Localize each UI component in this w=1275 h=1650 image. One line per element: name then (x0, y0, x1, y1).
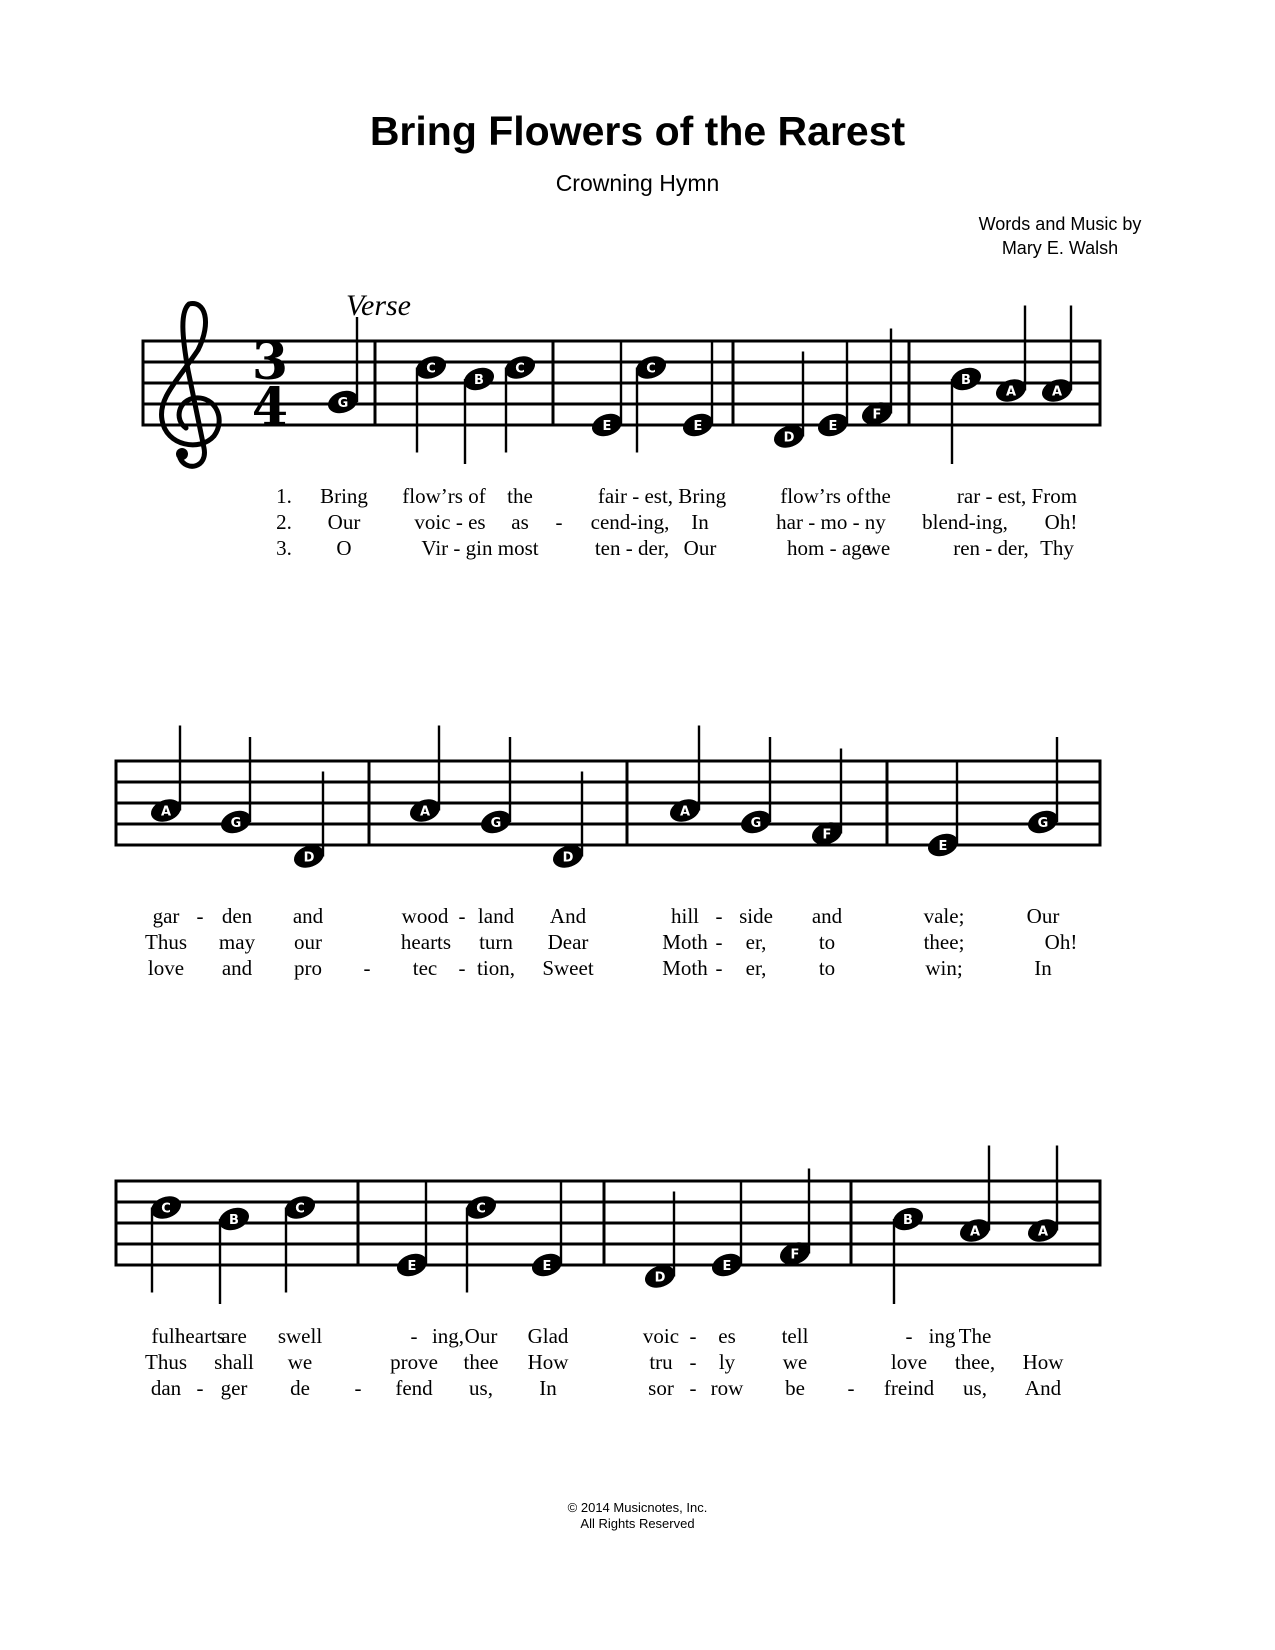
lyric-syllable: thee, (954, 1350, 996, 1374)
lyric-syllable: fend (395, 1376, 433, 1400)
note-letter: B (961, 373, 971, 388)
lyric-syllable: O (336, 536, 352, 560)
lyric-syllable: - (689, 1350, 697, 1374)
note-letter: A (1051, 384, 1063, 400)
lyric-syllable: er, (745, 930, 767, 954)
note-letter: G (1037, 816, 1049, 831)
lyric-syllable: fair - est, Bring (597, 484, 727, 508)
note-letter: G (337, 396, 349, 411)
lyric-syllable: dan (150, 1376, 182, 1400)
lyric-syllable: And (1024, 1376, 1062, 1400)
lyric-syllable: pro (294, 956, 322, 980)
lyric-syllable: to (818, 930, 836, 954)
lyric-syllable: har - mo - ny (776, 510, 886, 534)
lyric-syllable: ten - der, (594, 536, 670, 560)
lyric-syllable: de (290, 1376, 310, 1400)
lyric-syllable: den (221, 904, 253, 928)
note-letter: G (750, 816, 762, 831)
lyric-syllable: - (715, 956, 723, 980)
lyric-syllable: swell (277, 1324, 323, 1348)
lyric-syllable: flow’rs of (402, 484, 486, 508)
note-letter: A (419, 804, 431, 820)
note-letter: E (602, 419, 612, 434)
lyric-syllable: be (785, 1376, 805, 1400)
lyric-syllable: thee; (923, 930, 965, 954)
note-letter: D (783, 430, 795, 446)
note-letter: C (161, 1201, 171, 1217)
lyric-syllable: tell (781, 1324, 809, 1348)
lyric-syllable: voic - es (414, 510, 486, 534)
time-signature-numerator: 3 (251, 331, 289, 392)
lyric-syllable: wood (401, 904, 449, 928)
lyric-syllable: side (739, 904, 773, 928)
song-subtitle: Crowning Hymn (555, 170, 720, 196)
lyric-syllable: hearts (400, 930, 452, 954)
lyric-syllable: es (718, 1324, 736, 1348)
lyric-syllable: us, (469, 1376, 493, 1400)
lyric-syllable: turn (479, 930, 513, 954)
note-letter: F (822, 827, 832, 843)
lyric-syllable: Vir - gin most (421, 536, 539, 560)
lyric-syllable: - (905, 1324, 913, 1348)
verse-number: 1. (276, 484, 292, 508)
lyric-syllable: - (363, 956, 371, 980)
lyric-syllable: - (847, 1376, 855, 1400)
note-letter: E (938, 839, 948, 854)
lyric-syllable: freind (883, 1376, 935, 1400)
lyric-syllable: hearts (174, 1324, 226, 1348)
note-letter: D (654, 1270, 666, 1286)
note-letter: E (542, 1259, 552, 1274)
lyric-syllable: - (196, 1376, 204, 1400)
lyric-syllable: Thus (145, 930, 187, 954)
lyric-syllable: full (151, 1324, 181, 1348)
lyric-syllable: tion, (477, 956, 515, 980)
note-letter: A (679, 804, 691, 820)
lyric-syllable: flow’rs of (780, 484, 864, 508)
lyric-syllable: Oh! (1044, 930, 1078, 954)
lyric-syllable: are (221, 1324, 247, 1348)
lyric-syllable: love (147, 956, 185, 980)
lyric-syllable: tec (412, 956, 438, 980)
lyric-syllable: row (710, 1376, 744, 1400)
note-letter: A (1005, 384, 1017, 400)
note-letter: F (790, 1247, 800, 1263)
lyric-syllable: may (218, 930, 256, 954)
lyric-syllable: How (527, 1350, 569, 1374)
lyric-syllable: gar (152, 904, 180, 928)
lyric-syllable: and (811, 904, 843, 928)
lyric-syllable: - (715, 930, 723, 954)
lyric-syllable: shall (214, 1350, 254, 1374)
lyric-syllable: sor (648, 1376, 674, 1400)
note-letter: A (969, 1224, 981, 1240)
lyric-syllable: prove (390, 1350, 438, 1374)
lyric-syllable: In (691, 510, 709, 534)
note-letter: F (872, 407, 882, 423)
note-letter: A (160, 804, 172, 820)
lyric-syllable: and (221, 956, 253, 980)
lyric-syllable: the (865, 484, 891, 508)
lyric-syllable: tru (649, 1350, 673, 1374)
lyric-syllable: the (507, 484, 533, 508)
note-letter: C (295, 1201, 305, 1217)
lyric-syllable: rar - est, From (956, 484, 1078, 508)
note-letter: A (1037, 1224, 1049, 1240)
lyric-syllable: ger (220, 1376, 248, 1400)
note-letter: E (407, 1259, 417, 1274)
note-letter: G (490, 816, 502, 831)
time-signature-denominator: 4 (251, 377, 289, 438)
lyric-syllable: Dear (547, 930, 589, 954)
lyric-syllable: Moth (662, 930, 708, 954)
composer-name: Mary E. Walsh (1001, 238, 1119, 258)
note-letter: D (562, 850, 574, 866)
credit-line: Words and Music by (978, 214, 1142, 234)
lyric-syllable: ly (718, 1350, 736, 1374)
lyric-syllable: Our (683, 536, 717, 560)
note-letter: G (230, 816, 242, 831)
lyric-syllable: to (818, 956, 836, 980)
lyric-syllable: - (196, 904, 204, 928)
lyric-syllable: How (1022, 1350, 1064, 1374)
lyric-syllable: Glad (527, 1324, 569, 1348)
lyric-syllable: - (715, 904, 723, 928)
lyric-syllable: our (294, 930, 322, 954)
lyric-syllable: er, (745, 956, 767, 980)
lyric-syllable: - (354, 1376, 362, 1400)
lyric-syllable: cend-ing, (590, 510, 670, 534)
lyric-syllable: Our (327, 510, 361, 534)
note-letter: C (515, 361, 525, 377)
lyric-syllable: In (539, 1376, 557, 1400)
treble-clef-dot (176, 448, 188, 460)
lyric-syllable: Thus (145, 1350, 187, 1374)
lyric-syllable: win; (925, 956, 963, 980)
lyric-syllable: Sweet (542, 956, 594, 980)
lyric-syllable: - (689, 1324, 697, 1348)
lyric-syllable: we (782, 1350, 808, 1374)
lyric-syllable: we (287, 1350, 313, 1374)
lyric-syllable: hom - age (787, 536, 871, 560)
note-letter: B (474, 373, 484, 388)
verse-number: 2. (276, 510, 292, 534)
treble-clef-icon (161, 304, 219, 467)
lyric-syllable: voic (642, 1324, 680, 1348)
note-letter: E (722, 1259, 732, 1274)
lyric-syllable: Thy (1040, 536, 1074, 560)
lyric-syllable: Bring (320, 484, 368, 508)
lyric-syllable: ren - der, (953, 536, 1029, 560)
lyric-syllable: love (890, 1350, 928, 1374)
song-title: Bring Flowers of the Rarest (369, 108, 906, 154)
lyric-syllable: And (549, 904, 587, 928)
lyric-syllable: ing (928, 1324, 956, 1348)
note-letter: E (693, 419, 703, 434)
note-letter: E (828, 419, 838, 434)
lyric-syllable: we (865, 536, 891, 560)
lyric-syllable: - (458, 956, 466, 980)
lyric-syllable: and (292, 904, 324, 928)
lyric-syllable: land (477, 904, 515, 928)
rights-line: All Rights Reserved (580, 1516, 695, 1531)
lyric-syllable: us, (963, 1376, 987, 1400)
lyric-syllable: - (555, 510, 563, 534)
lyric-syllable: as (511, 510, 529, 534)
lyric-syllable: In (1034, 956, 1052, 980)
note-letter: B (229, 1213, 239, 1228)
verse-number: 3. (276, 536, 292, 560)
note-letter: D (303, 850, 315, 866)
copyright-line: © 2014 Musicnotes, Inc. (567, 1500, 708, 1515)
lyric-syllable: ing, (431, 1324, 465, 1348)
lyric-syllable: The (958, 1324, 992, 1348)
lyric-syllable: blend-ing, (922, 510, 1008, 534)
lyric-syllable: - (410, 1324, 418, 1348)
note-letter: C (476, 1201, 486, 1217)
section-label: Verse (346, 289, 411, 322)
lyric-syllable: - (689, 1376, 697, 1400)
note-letter: C (646, 361, 656, 377)
lyric-syllable: - (458, 904, 466, 928)
lyric-syllable: vale; (923, 904, 965, 928)
lyric-syllable: Moth (662, 956, 708, 980)
lyric-syllable: Our (464, 1324, 498, 1348)
lyric-syllable: Oh! (1044, 510, 1078, 534)
lyric-syllable: thee (463, 1350, 499, 1374)
lyric-syllable: Our (1026, 904, 1060, 928)
note-letter: C (426, 361, 436, 377)
lyric-syllable: hill (670, 904, 700, 928)
note-letter: B (903, 1213, 913, 1228)
